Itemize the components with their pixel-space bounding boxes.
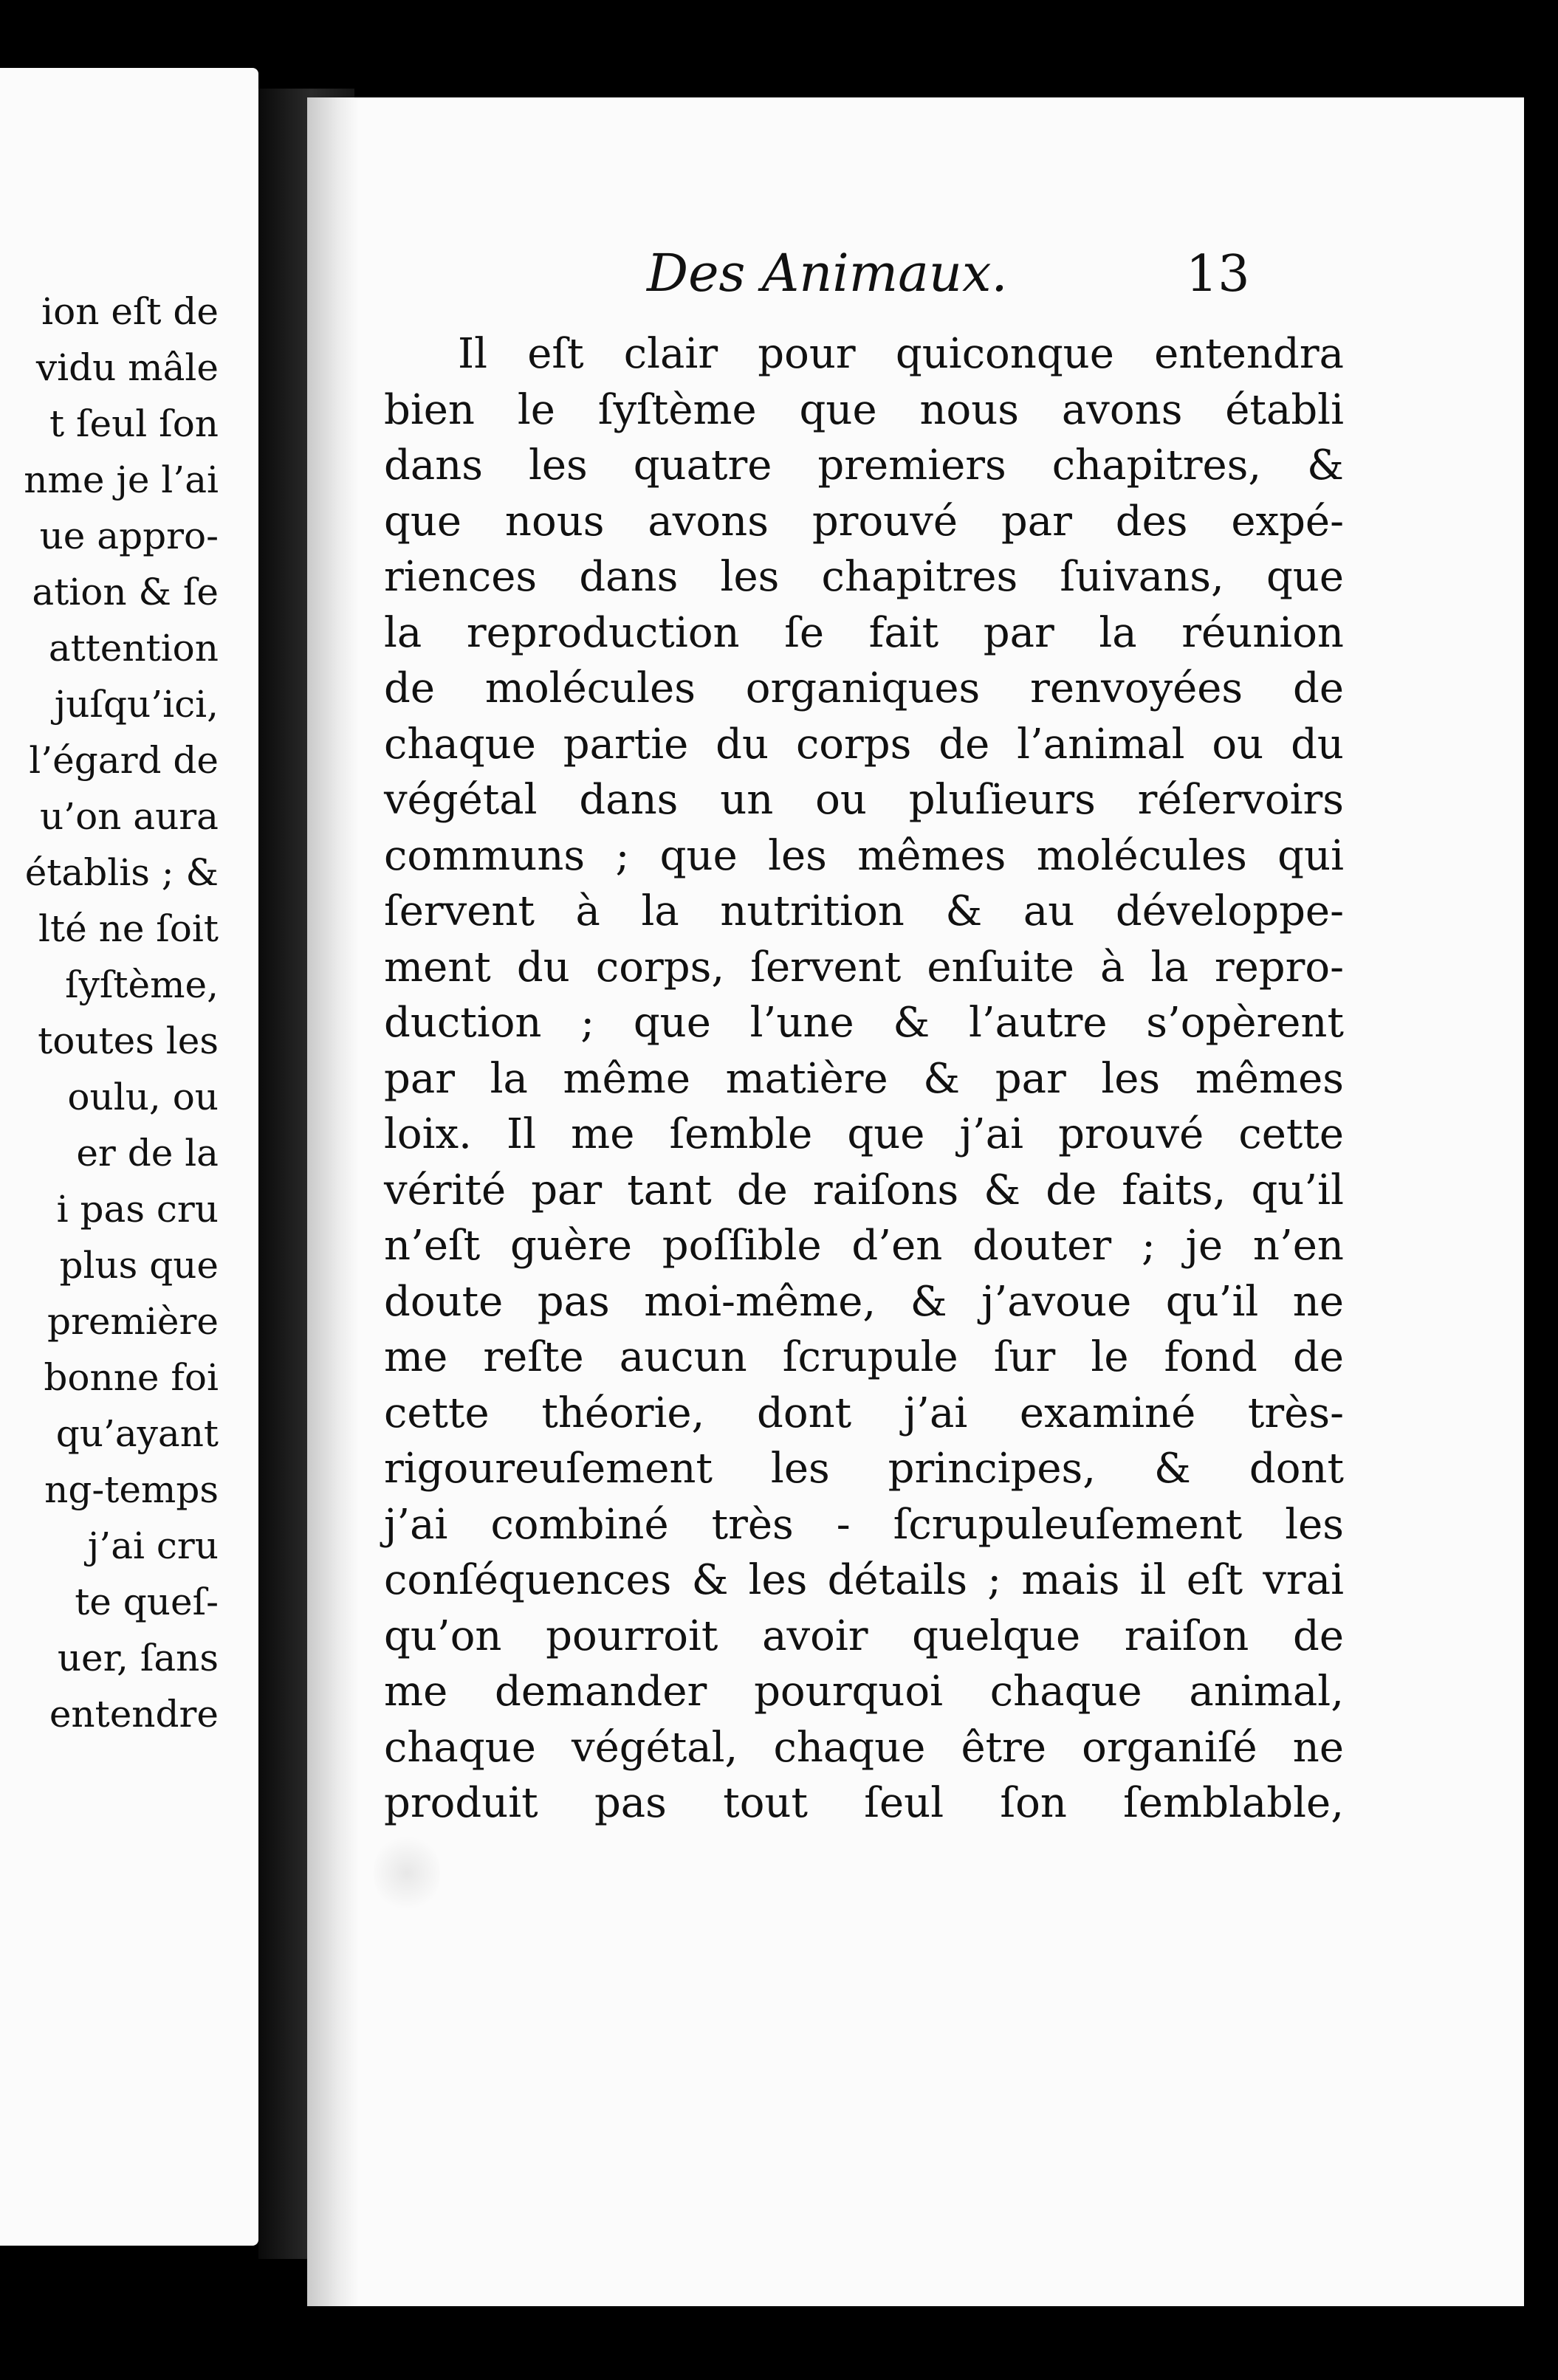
- left-page-line: j’ai cru: [87, 1524, 219, 1567]
- text-line: duction ; que l’une & l’autre s’opèrent: [384, 999, 1344, 1047]
- text-line: qu’on pourroit avoir quelque raiſon de: [384, 1612, 1344, 1660]
- left-page-line: vidu mâle: [35, 346, 219, 389]
- text-line: dans les quatre premiers chapitres, &: [384, 441, 1344, 489]
- left-page-line: juſqu’ici,: [54, 683, 219, 726]
- text-line: produit pas tout ſeul ſon ſemblable,: [384, 1779, 1344, 1827]
- gutter-shade: [307, 97, 359, 2306]
- left-page-line: er de la: [76, 1132, 219, 1174]
- text-line: par la même matière & par les mêmes: [384, 1054, 1344, 1103]
- text-line: riences dans les chapitres ſuivans, que: [384, 553, 1344, 601]
- left-page-line: te queſ-: [75, 1581, 219, 1623]
- text-line: que nous avons prouvé par des expé-: [384, 497, 1344, 546]
- left-page-line: toutes les: [38, 1019, 219, 1062]
- left-page-line: établis ; &: [24, 851, 219, 894]
- left-page-line: u’on aura: [39, 795, 219, 838]
- text-line: me demander pourquoi chaque animal,: [384, 1668, 1344, 1716]
- text-line: chaque partie du corps de l’animal ou du: [384, 720, 1344, 768]
- text-line: ſervent à la nutrition & au développe-: [384, 887, 1344, 935]
- text-line: la reproduction ſe fait par la réunion: [384, 608, 1344, 657]
- left-page-line: attention: [48, 627, 219, 670]
- left-page-line: ſyſtème,: [65, 963, 219, 1006]
- text-line: me reſte aucun ſcrupule ſur le fond de: [384, 1333, 1344, 1381]
- right-page: [307, 97, 1524, 2306]
- left-page-line: ue appro-: [39, 515, 219, 557]
- page-number: 13: [1186, 245, 1250, 303]
- left-page-line: ion eſt de: [41, 290, 219, 333]
- left-page: [0, 68, 258, 2246]
- left-page-line: ation & ſe: [32, 571, 219, 613]
- left-page-line: lté ne ſoit: [38, 907, 219, 950]
- text-line: communs ; que les mêmes molécules qui: [384, 831, 1344, 880]
- left-page-line: entendre: [49, 1693, 219, 1736]
- text-line: conſéquences & les détails ; mais il eſt vrai: [384, 1556, 1344, 1604]
- text-line: doute pas moi-même, & j’avoue qu’il ne: [384, 1277, 1344, 1326]
- text-line: loix. Il me ſemble que j’ai prouvé cette: [384, 1110, 1344, 1158]
- text-line: végétal dans un ou pluſieurs réſervoirs: [384, 776, 1344, 824]
- left-page-line: ng-temps: [44, 1468, 219, 1511]
- left-page-line: t ſeul ſon: [49, 402, 219, 445]
- text-line: bien le ſyſtème que nous avons établi: [384, 385, 1344, 434]
- left-page-line: oulu, ou: [67, 1076, 219, 1118]
- left-page-line: l’égard de: [29, 739, 219, 782]
- text-line: de molécules organiques renvoyées de: [384, 664, 1344, 712]
- text-line: chaque végétal, chaque être organiſé ne: [384, 1723, 1344, 1772]
- left-page-line: bonne foi: [44, 1356, 219, 1399]
- text-line: rigoureuſement les principes, & dont: [384, 1445, 1344, 1493]
- left-page-line: plus que: [59, 1244, 219, 1287]
- left-page-line: première: [47, 1300, 219, 1343]
- left-page-line: uer, ſans: [57, 1637, 219, 1679]
- text-line: Il eſt clair pour quiconque entendra: [458, 330, 1344, 378]
- text-line: ment du corps, ſervent enſuite à la repro-: [384, 943, 1344, 991]
- text-line: n’eſt guère poſſible d’en douter ; je n’en: [384, 1222, 1344, 1270]
- left-page-line: nme je l’ai: [24, 458, 219, 501]
- text-line: vérité par tant de raiſons & de faits, qu’il: [384, 1166, 1344, 1214]
- left-page-line: i pas cru: [56, 1188, 219, 1231]
- text-line: j’ai combiné très - ſcrupuleuſement les: [384, 1500, 1344, 1549]
- body-text: [384, 326, 1344, 1832]
- paper-stain: [374, 1832, 440, 1913]
- left-page-line: qu’ayant: [55, 1412, 219, 1455]
- running-title: Des Animaux.: [647, 243, 1008, 303]
- text-line: cette théorie, dont j’ai examiné très-: [384, 1389, 1344, 1437]
